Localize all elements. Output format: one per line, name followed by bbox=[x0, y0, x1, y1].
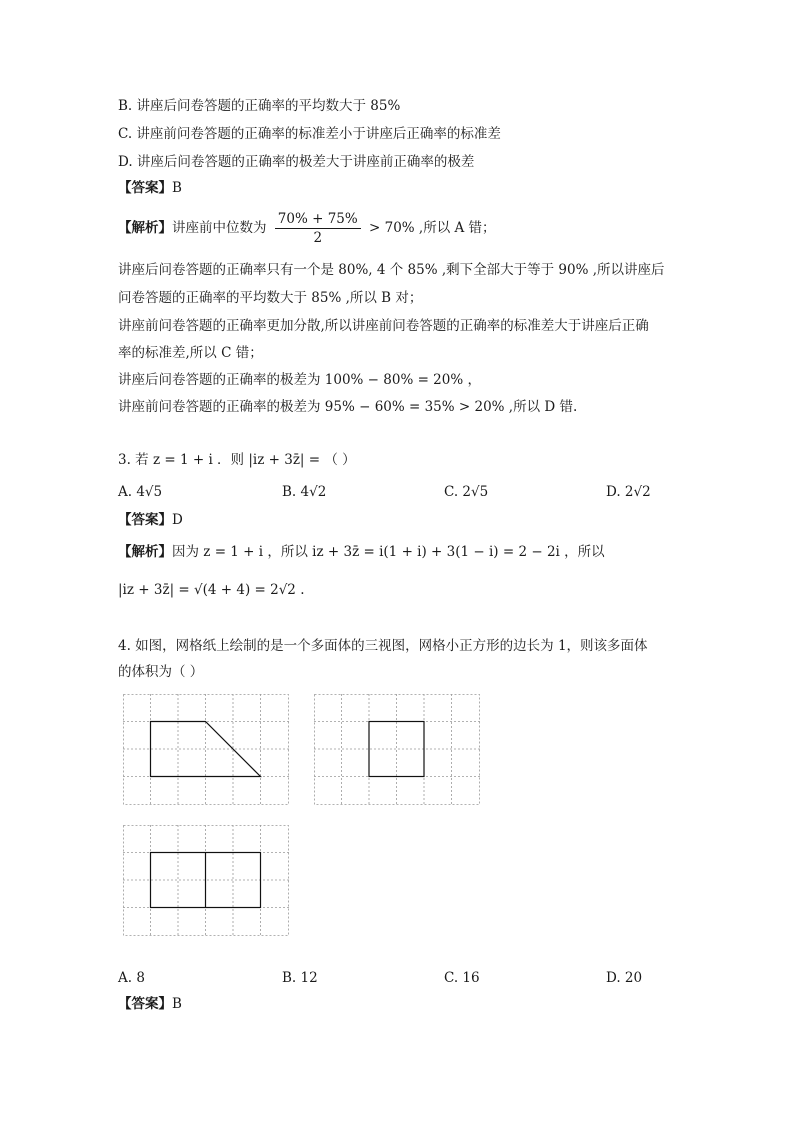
grid-lines bbox=[314, 694, 480, 805]
q3-analysis-line2: |iz + 3z̄| = √(4 + 4) = 2√2 . bbox=[118, 582, 305, 598]
analysis-tail: > 70% ,所以 A 错； bbox=[369, 220, 496, 236]
q2-option-c: C. 讲座前问卷答题的正确率的标准差小于讲座后正确率的标准差 bbox=[118, 126, 501, 142]
fraction-numerator: 70% + 75% bbox=[275, 210, 361, 229]
q3-option-b: B. 4√2 bbox=[282, 484, 327, 500]
analysis-label: 【解析】 bbox=[118, 220, 172, 236]
q2-analysis-line4: 讲座前问卷答题的正确率更加分散,所以讲座前问卷答题的正确率的标准差大于讲座后正确 bbox=[118, 318, 649, 334]
q4-option-b: B. 12 bbox=[282, 970, 318, 986]
analysis-label: 【解析】 bbox=[118, 544, 172, 560]
answer-value: B bbox=[172, 180, 182, 196]
q2-option-d: D. 讲座后问卷答题的正确率的极差大于讲座前正确率的极差 bbox=[118, 154, 475, 170]
answer-label: 【答案】 bbox=[118, 996, 172, 1012]
q4-answer bbox=[118, 994, 182, 1014]
q4-stem-line1: 4. 如图，网格纸上绘制的是一个多面体的三视图，网格小正方形的边长为 1，则该多面体 bbox=[118, 638, 648, 654]
q2-analysis-line3: 问卷答题的正确率的平均数大于 85% ,所以 B 对； bbox=[118, 290, 423, 306]
front-view-diagram bbox=[123, 694, 290, 806]
q2-analysis-line7: 讲座前问卷答题的正确率的极差为 95% − 60% = 35% > 20% ,所以 D 错. bbox=[118, 399, 578, 415]
q2-answer bbox=[118, 178, 182, 198]
q4-stem-line2: 的体积为（ ） bbox=[118, 664, 204, 680]
q4-option-d: D. 20 bbox=[606, 970, 643, 986]
q3-analysis-line1 bbox=[118, 542, 605, 562]
median-fraction bbox=[275, 210, 361, 247]
q3-option-a: A. 4√5 bbox=[118, 484, 163, 500]
q3-option-d: D. 2√2 bbox=[606, 484, 651, 500]
q2-analysis-line5: 率的标准差,所以 C 错； bbox=[118, 345, 263, 361]
q4-option-a: A. 8 bbox=[118, 970, 145, 986]
top-view-diagram bbox=[123, 825, 290, 937]
answer-value: D bbox=[172, 512, 183, 528]
analysis-text: 因为 z = 1 + i ，所以 iz + 3z̄ = i(1 + i) + 3(1 − i) = 2 − 2i ，所以 bbox=[172, 544, 605, 560]
q2-option-b: B. 讲座后问卷答题的正确率的平均数大于 85% bbox=[118, 98, 401, 114]
q3-stem: 3. 若 z = 1 + i ．则 |iz + 3z̄| = （ ） bbox=[118, 452, 356, 468]
q3-option-c: C. 2√5 bbox=[444, 484, 489, 500]
q3-answer bbox=[118, 510, 183, 530]
grid-lines bbox=[123, 694, 289, 805]
answer-value: B bbox=[172, 996, 182, 1012]
fraction-denominator: 2 bbox=[313, 230, 323, 246]
q2-analysis-line2: 讲座后问卷答题的正确率只有一个是 80%, 4 个 85% ,剩下全部大于等于 90% ,所以讲座后 bbox=[118, 262, 665, 278]
answer-label: 【答案】 bbox=[118, 180, 172, 196]
side-view-diagram bbox=[314, 694, 481, 806]
analysis-intro: 讲座前中位数为 bbox=[172, 220, 267, 236]
q2-analysis-line6: 讲座后问卷答题的正确率的极差为 100% − 80% = 20% ， bbox=[118, 372, 481, 388]
answer-label: 【答案】 bbox=[118, 512, 172, 528]
q4-option-c: C. 16 bbox=[444, 970, 480, 986]
q2-analysis-first-line bbox=[118, 208, 496, 248]
